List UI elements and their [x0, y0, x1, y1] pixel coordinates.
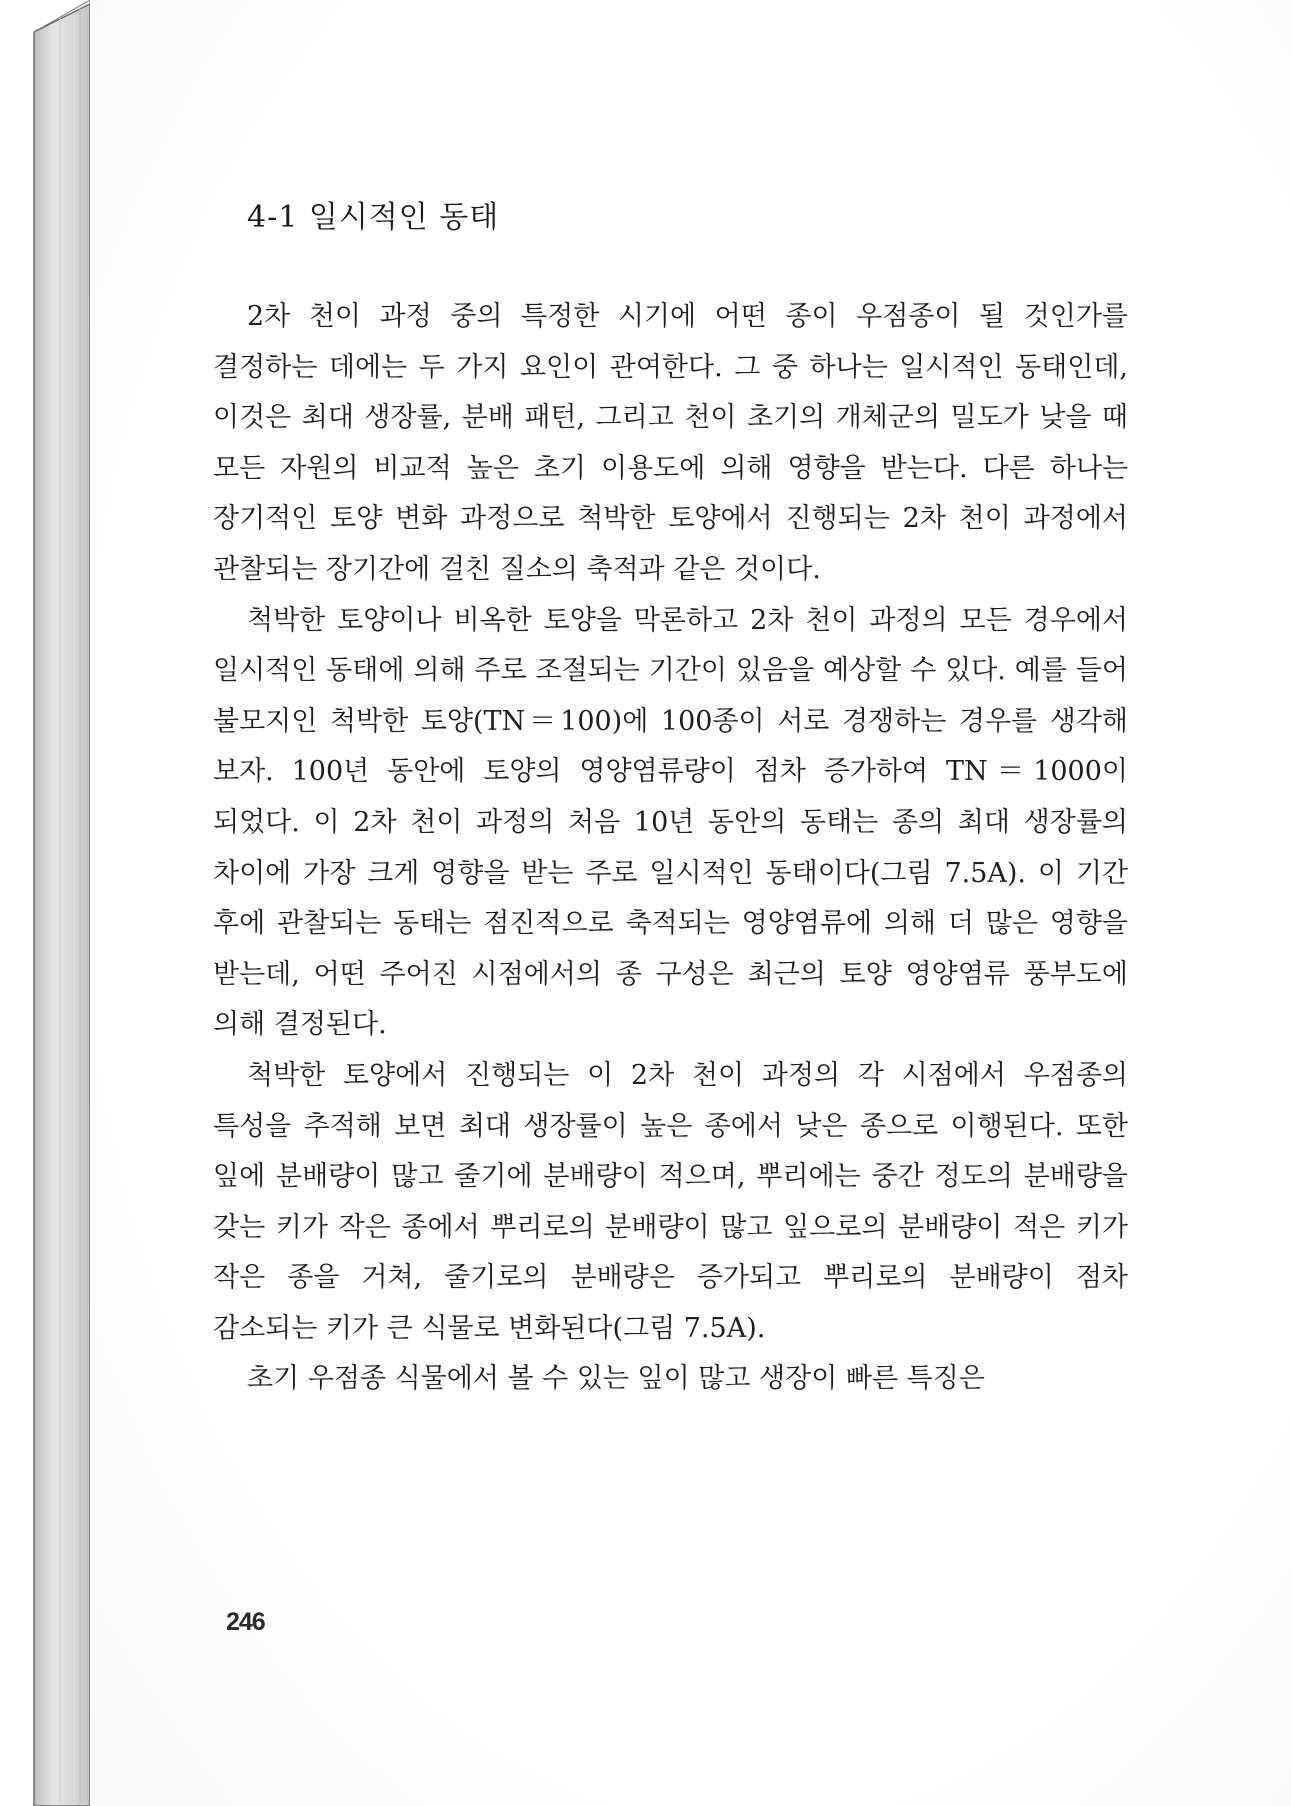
paragraph-4: 초기 우점종 식물에서 볼 수 있는 잎이 많고 생장이 빠른 특징은: [247, 1363, 985, 1395]
paragraph-3: 척박한 토양에서 진행되는 이 2차 천이 과정의 각 시점에서 우점종의 특성을 추적해 보면 최대 생장률이 높은 종에서 낮은 종으로 이행된다. 또한 잎에 분배량이 많고 줄기에 분배량이 적으며, 뿌리에는 중간 정도의 분배량을 갖는 키가 작은 종에서 뿌리로의 분배량이 많고 잎으로의 분배량이 적은 키가 작은 종을 거쳐, 줄기로의 분배량은 증가되고 뿌리로의 분배량이 점차 감소되는 키가 큰 식물로 변화된다(그림 7.5A).: [213, 1059, 1128, 1344]
page-number: 246: [226, 1608, 265, 1636]
body-text: [213, 292, 1128, 1405]
section-heading: 4-1 일시적인 동태: [247, 200, 500, 235]
paragraph-2: 척박한 토양이나 비옥한 토양을 막론하고 2차 천이 과정의 모든 경우에서 일시적인 동태에 의해 주로 조절되는 기간이 있음을 예상할 수 있다. 예를 들어 불모지인 척박한 토양(TN＝100)에 100종이 서로 경쟁하는 경우를 생각해 보자. 100년 동안에 토양의 영양염류량이 점차 증가하여 TN＝1000이 되었다. 이 2차 천이 과정의 처음 10년 동안의 동태는 종의 최대 생장률의 차이에 가장 크게 영향을 받는 주로 일시적인 동태이다(그림 7.5A). 이 기간 후에 관찰되는 동태는 점진적으로 축적되는 영양염류에 의해 더 많은 영향을 받는데, 어떤 주어진 시점에서의 종 구성은 최근의 토양 영양염류 풍부도에 의해 결정된다.: [213, 604, 1128, 1041]
paragraph-1: 2차 천이 과정 중의 특정한 시기에 어떤 종이 우점종이 될 것인가를 결정하는 데에는 두 가지 요인이 관여한다. 그 중 하나는 일시적인 동태인데, 이것은 최대 생장률, 분배 패턴, 그리고 천이 초기의 개체군의 밀도가 낮을 때 모든 자원의 비교적 높은 초기 이용도에 의해 영향을 받는다. 다른 하나는 장기적인 토양 변화 과정으로 척박한 토양에서 진행되는 2차 천이 과정에서 관찰되는 장기간에 걸친 질소의 축적과 같은 것이다.: [213, 301, 1128, 585]
